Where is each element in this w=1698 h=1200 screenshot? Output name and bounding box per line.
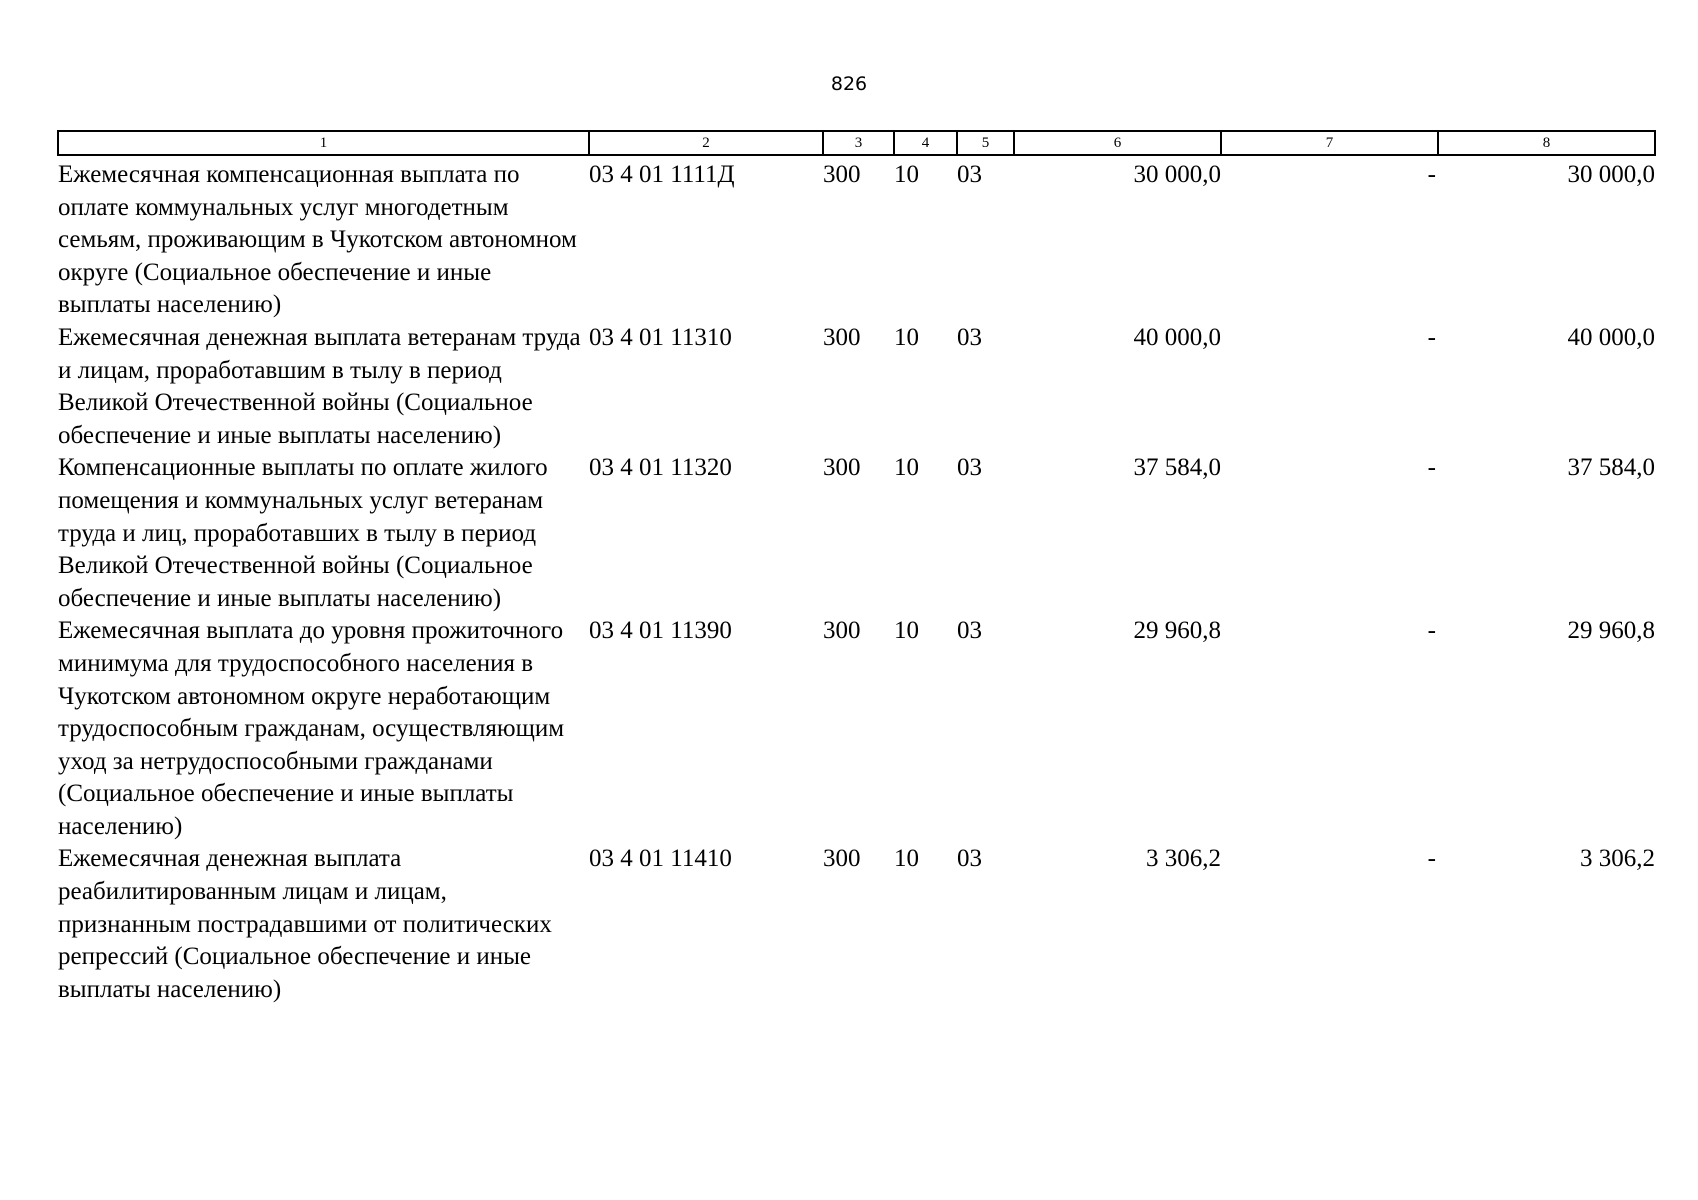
row-amount: 30 000,0 [1133, 161, 1221, 188]
row-total: 29 960,8 [1567, 617, 1655, 645]
column-header: 5 [957, 131, 1014, 155]
row-total: 37 584,0 [1567, 454, 1655, 482]
row-expense-type: 300 [823, 161, 861, 188]
row-total: 30 000,0 [1567, 161, 1655, 188]
table-row [58, 615, 1655, 843]
column-header: 2 [589, 131, 823, 155]
row-amount: 40 000,0 [1133, 323, 1221, 351]
column-header: 8 [1438, 131, 1655, 155]
row-subsection: 03 [957, 161, 982, 188]
row-description: Компенсационные выплаты по оплате жилого помещения и коммунальных услуг ветеранам труда и лиц, проработавших в тылу в период Великой Отечественной войны (Социальное обеспечение и иные выплаты населению) [58, 454, 548, 612]
row-total: 40 000,0 [1567, 323, 1655, 351]
row-expense-type: 300 [823, 323, 861, 351]
row-description: Ежемесячная компенсационная выплата по оплате коммунальных услуг многодетным семьям, проживающим в Чукотском автономном округе (Социальное обеспечение и иные выплаты населению) [58, 161, 577, 319]
table-header-row [58, 131, 1655, 155]
row-target-code: 03 4 01 1111Д [589, 161, 735, 188]
column-header: 6 [1014, 131, 1221, 155]
row-description: Ежемесячная денежная выплата реабилитированным лицам и лицам, признанным пострадавшими от политических репрессий (Социальное обеспечение и иные выплаты населению) [58, 845, 552, 1003]
row-target-code: 03 4 01 11390 [589, 617, 732, 645]
row-target-code: 03 4 01 11310 [589, 323, 732, 351]
row-target-code: 03 4 01 11320 [589, 454, 732, 482]
row-section: 10 [894, 454, 919, 482]
row-section: 10 [894, 323, 919, 351]
table-row [58, 843, 1655, 1006]
row-change: - [1427, 161, 1436, 188]
page-number: 826 [830, 73, 868, 95]
table-row [58, 155, 1655, 322]
row-change: - [1427, 454, 1436, 482]
row-change: - [1427, 323, 1436, 351]
row-amount: 3 306,2 [1146, 845, 1221, 873]
row-section: 10 [894, 161, 919, 188]
row-expense-type: 300 [823, 845, 861, 873]
table-row [58, 452, 1655, 615]
row-total: 3 306,2 [1580, 845, 1655, 873]
budget-table [57, 130, 1656, 1006]
row-subsection: 03 [957, 617, 982, 645]
row-change: - [1427, 845, 1436, 873]
row-expense-type: 300 [823, 454, 861, 482]
row-subsection: 03 [957, 845, 982, 873]
row-subsection: 03 [957, 454, 982, 482]
row-subsection: 03 [957, 323, 982, 351]
row-section: 10 [894, 617, 919, 645]
column-header: 3 [823, 131, 894, 155]
row-amount: 29 960,8 [1133, 617, 1221, 645]
row-amount: 37 584,0 [1133, 454, 1221, 482]
column-header: 1 [58, 131, 589, 155]
column-header: 7 [1221, 131, 1438, 155]
row-target-code: 03 4 01 11410 [589, 845, 732, 873]
row-expense-type: 300 [823, 617, 861, 645]
column-header: 4 [894, 131, 957, 155]
table-row [58, 322, 1655, 452]
row-section: 10 [894, 845, 919, 873]
row-description: Ежемесячная выплата до уровня прожиточного минимума для трудоспособного населения в Чукотском автономном округе неработающим трудоспособным гражданам, осуществляющим уход за нетрудоспособными гражданами (Социальное обеспечение и иные выплаты населению) [58, 617, 565, 840]
row-description: Ежемесячная денежная выплата ветеранам труда и лицам, проработавшим в тылу в период Великой Отечественной войны (Социальное обеспечение и иные выплаты населению) [58, 323, 581, 449]
row-change: - [1427, 617, 1436, 645]
